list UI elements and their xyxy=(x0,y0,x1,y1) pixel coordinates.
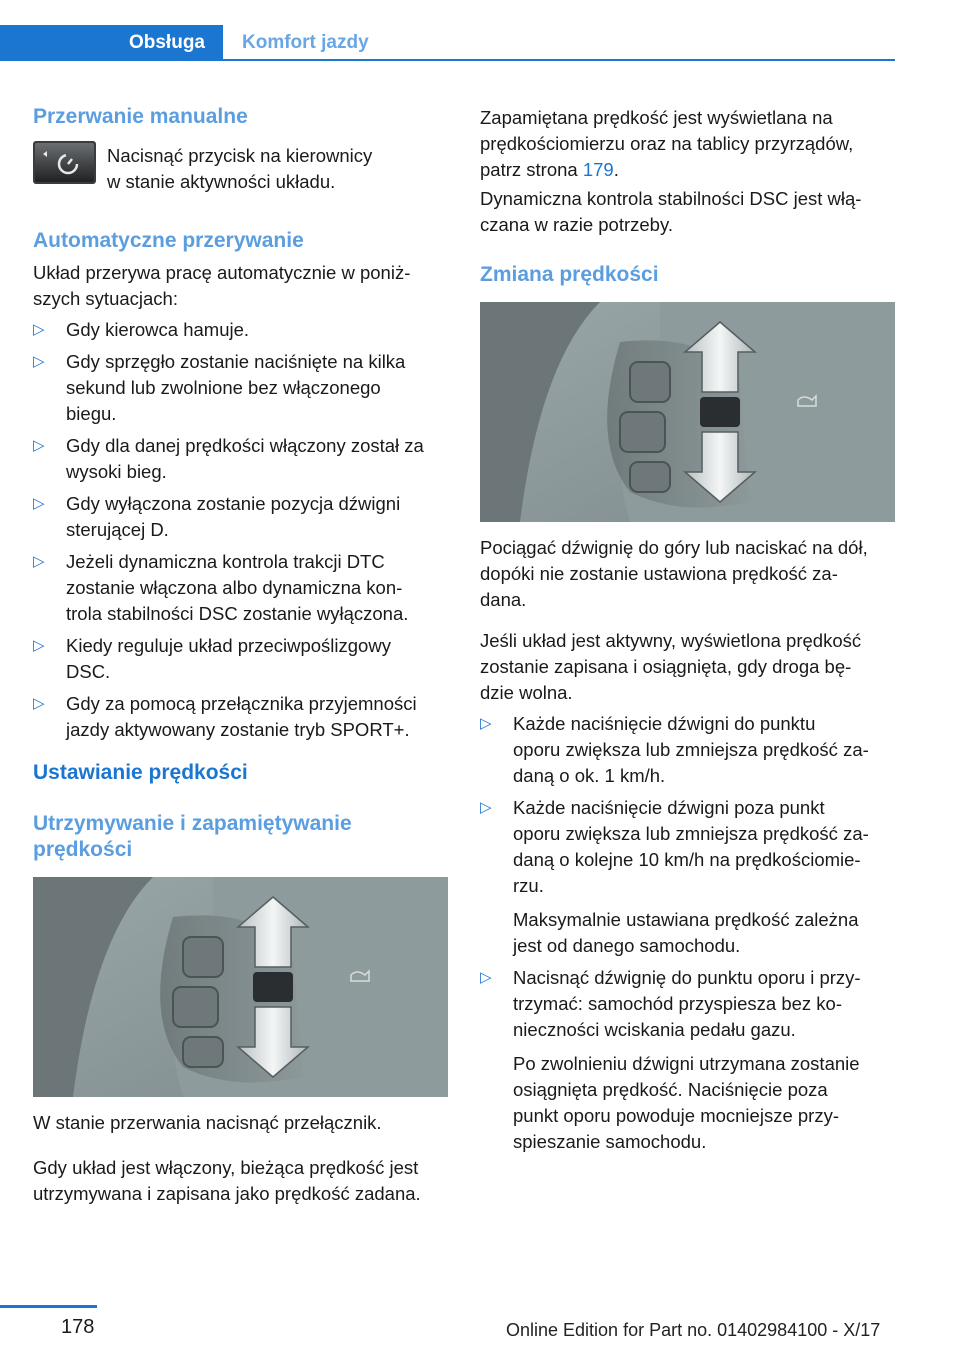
active2-text-line-2: zostanie zapisana i osiągnięta, gdy droga bę‐ xyxy=(480,656,852,677)
tab-obsluga[interactable]: Obsługa xyxy=(0,25,223,61)
lever-text-line-3: dana. xyxy=(480,589,527,610)
active2-text-line-1: Jeśli układ jest aktywny, wyświetlona prędkość xyxy=(480,630,862,651)
list-item: ▷ Gdy wyłączona zostanie pozycja dźwigni sterującej D. xyxy=(33,493,401,540)
page-number: 178 xyxy=(61,1316,95,1338)
active-text-line-1: Gdy układ jest włączony, bieżąca prędkość jest xyxy=(33,1157,419,1178)
steering-lever-photo xyxy=(33,877,448,1097)
list-item: ▷ Gdy sprzęgło zostanie naciśnięte na kilka sekund lub zwolnione bez włączonego biegu. xyxy=(33,351,406,424)
list-item: ▷ Każde naciśnięcie dźwigni do punktu oporu zwiększa lub zmniejsza prędkość za‐ daną o ok. 1 km/h. xyxy=(480,713,869,786)
steering-button-icon xyxy=(33,141,96,184)
stored-text-line-2: prędkościomierzu oraz na tablicy przyrządów, xyxy=(480,133,854,154)
tab-komfort-jazdy[interactable]: Komfort jazdy xyxy=(242,32,369,53)
release-note-2: osiągnięta prędkość. Naciśnięcie poza xyxy=(513,1079,828,1100)
list-item: ▷ Każde naciśnięcie dźwigni poza punkt oporu zwiększa lub zmniejsza prędkość za‐ daną o kolejne 10 km/h na prędkościomie‐ rzu. Maksymalnie ustawiana prędkość zależna jest od danego samochodu. xyxy=(480,795,895,959)
max-speed-note-1: Maksymalnie ustawiana prędkość zależna xyxy=(513,909,859,930)
list-item: ▷ Gdy za pomocą przełącznika przyjemności jazdy aktywowany zostanie tryb SPORT+. xyxy=(33,693,417,740)
auto-interrupt-list xyxy=(33,317,448,743)
triangle-right-icon: ▷ xyxy=(480,969,492,986)
triangle-right-icon: ▷ xyxy=(33,353,45,370)
active-text-line-2: utrzymywana i zapisana jako prędkość zadana. xyxy=(33,1183,421,1204)
list-item: ▷ Gdy dla danej prędkości włączony został za wysoki bieg. xyxy=(33,435,424,482)
footer-rule xyxy=(0,1305,97,1308)
switch-text: W stanie przerwania nacisnąć przełącznik. xyxy=(33,1112,382,1133)
list-item: ▷ Gdy kierowca hamuje. xyxy=(33,317,448,343)
max-speed-note-2: jest od danego samochodu. xyxy=(513,935,741,956)
heading-hold-speed-1: Utrzymywanie i zapamiętywanie xyxy=(33,812,352,835)
heading-set-speed: Ustawianie prędkości xyxy=(33,761,248,784)
dsc-text-line-2: czana w razie potrzeby. xyxy=(480,214,673,235)
manual-text-line-1: Nacisnąć przycisk na kierownicy xyxy=(107,145,373,166)
heading-change-speed: Zmiana prędkości xyxy=(480,263,659,286)
lever-text-line-1: Pociągać dźwignię do góry lub naciskać na dół, xyxy=(480,537,868,558)
auto-intro-line-2: szych sytuacjach: xyxy=(33,288,178,309)
header-rule xyxy=(223,59,895,61)
heading-manual-interrupt: Przerwanie manualne xyxy=(33,105,248,128)
heading-hold-speed-2: prędkości xyxy=(33,838,133,861)
edition-text: Online Edition for Part no. 01402984100 - X/17 xyxy=(506,1320,881,1340)
triangle-right-icon: ▷ xyxy=(33,321,45,338)
triangle-right-icon: ▷ xyxy=(33,637,45,654)
stored-text-line-1: Zapamiętana prędkość jest wyświetlana na xyxy=(480,107,833,128)
header-tabs xyxy=(0,25,895,61)
triangle-right-icon: ▷ xyxy=(33,695,45,712)
dsc-text-line-1: Dynamiczna kontrola stabilności DSC jest włą‐ xyxy=(480,188,862,209)
manual-text-line-2: w stanie aktywności układu. xyxy=(107,171,336,192)
stored-text-line-3: patrz strona 179. xyxy=(480,159,619,180)
release-note-3: punkt oporu powoduje mocniejsze przy‐ xyxy=(513,1105,839,1126)
triangle-right-icon: ▷ xyxy=(33,553,45,570)
list-item: ▷ Kiedy reguluje układ przeciwpoślizgowy DSC. xyxy=(33,635,391,682)
release-note-4: spieszanie samochodu. xyxy=(513,1131,707,1152)
auto-intro-line-1: Układ przerywa pracę automatycznie w poniż‐ xyxy=(33,262,411,283)
release-note-1: Po zwolnieniu dźwigni utrzymana zostanie xyxy=(513,1053,860,1074)
triangle-right-icon: ▷ xyxy=(33,437,45,454)
list-item: ▷ Jeżeli dynamiczna kontrola trakcji DTC zostanie włączona albo dynamiczna kon‐ trola stabilności DSC zostanie wyłączona. xyxy=(33,551,409,624)
page-link[interactable]: 179 xyxy=(582,159,614,180)
list-item: ▷ Nacisnąć dźwignię do punktu oporu i przy‐ trzymać: samochód przyspiesza bez ko‐ nieczności wciskania pedału gazu. Po zwolnieniu dźwigni utrzymana zostanie osiągnięta prędkość. Naciśnięcie poza punkt oporu powoduje mocniejsze przy‐ spieszanie samochodu. xyxy=(480,965,895,1155)
steering-lever-photo-2 xyxy=(480,302,895,522)
triangle-right-icon: ▷ xyxy=(480,799,492,816)
active2-text-line-3: dzie wolna. xyxy=(480,682,573,703)
triangle-right-icon: ▷ xyxy=(33,495,45,512)
lever-text-line-2: dopóki nie zostanie ustawiona prędkość za‐ xyxy=(480,563,838,584)
heading-auto-interrupt: Automatyczne przerywanie xyxy=(33,229,304,252)
triangle-right-icon: ▷ xyxy=(480,715,492,732)
change-speed-list xyxy=(480,711,895,1155)
